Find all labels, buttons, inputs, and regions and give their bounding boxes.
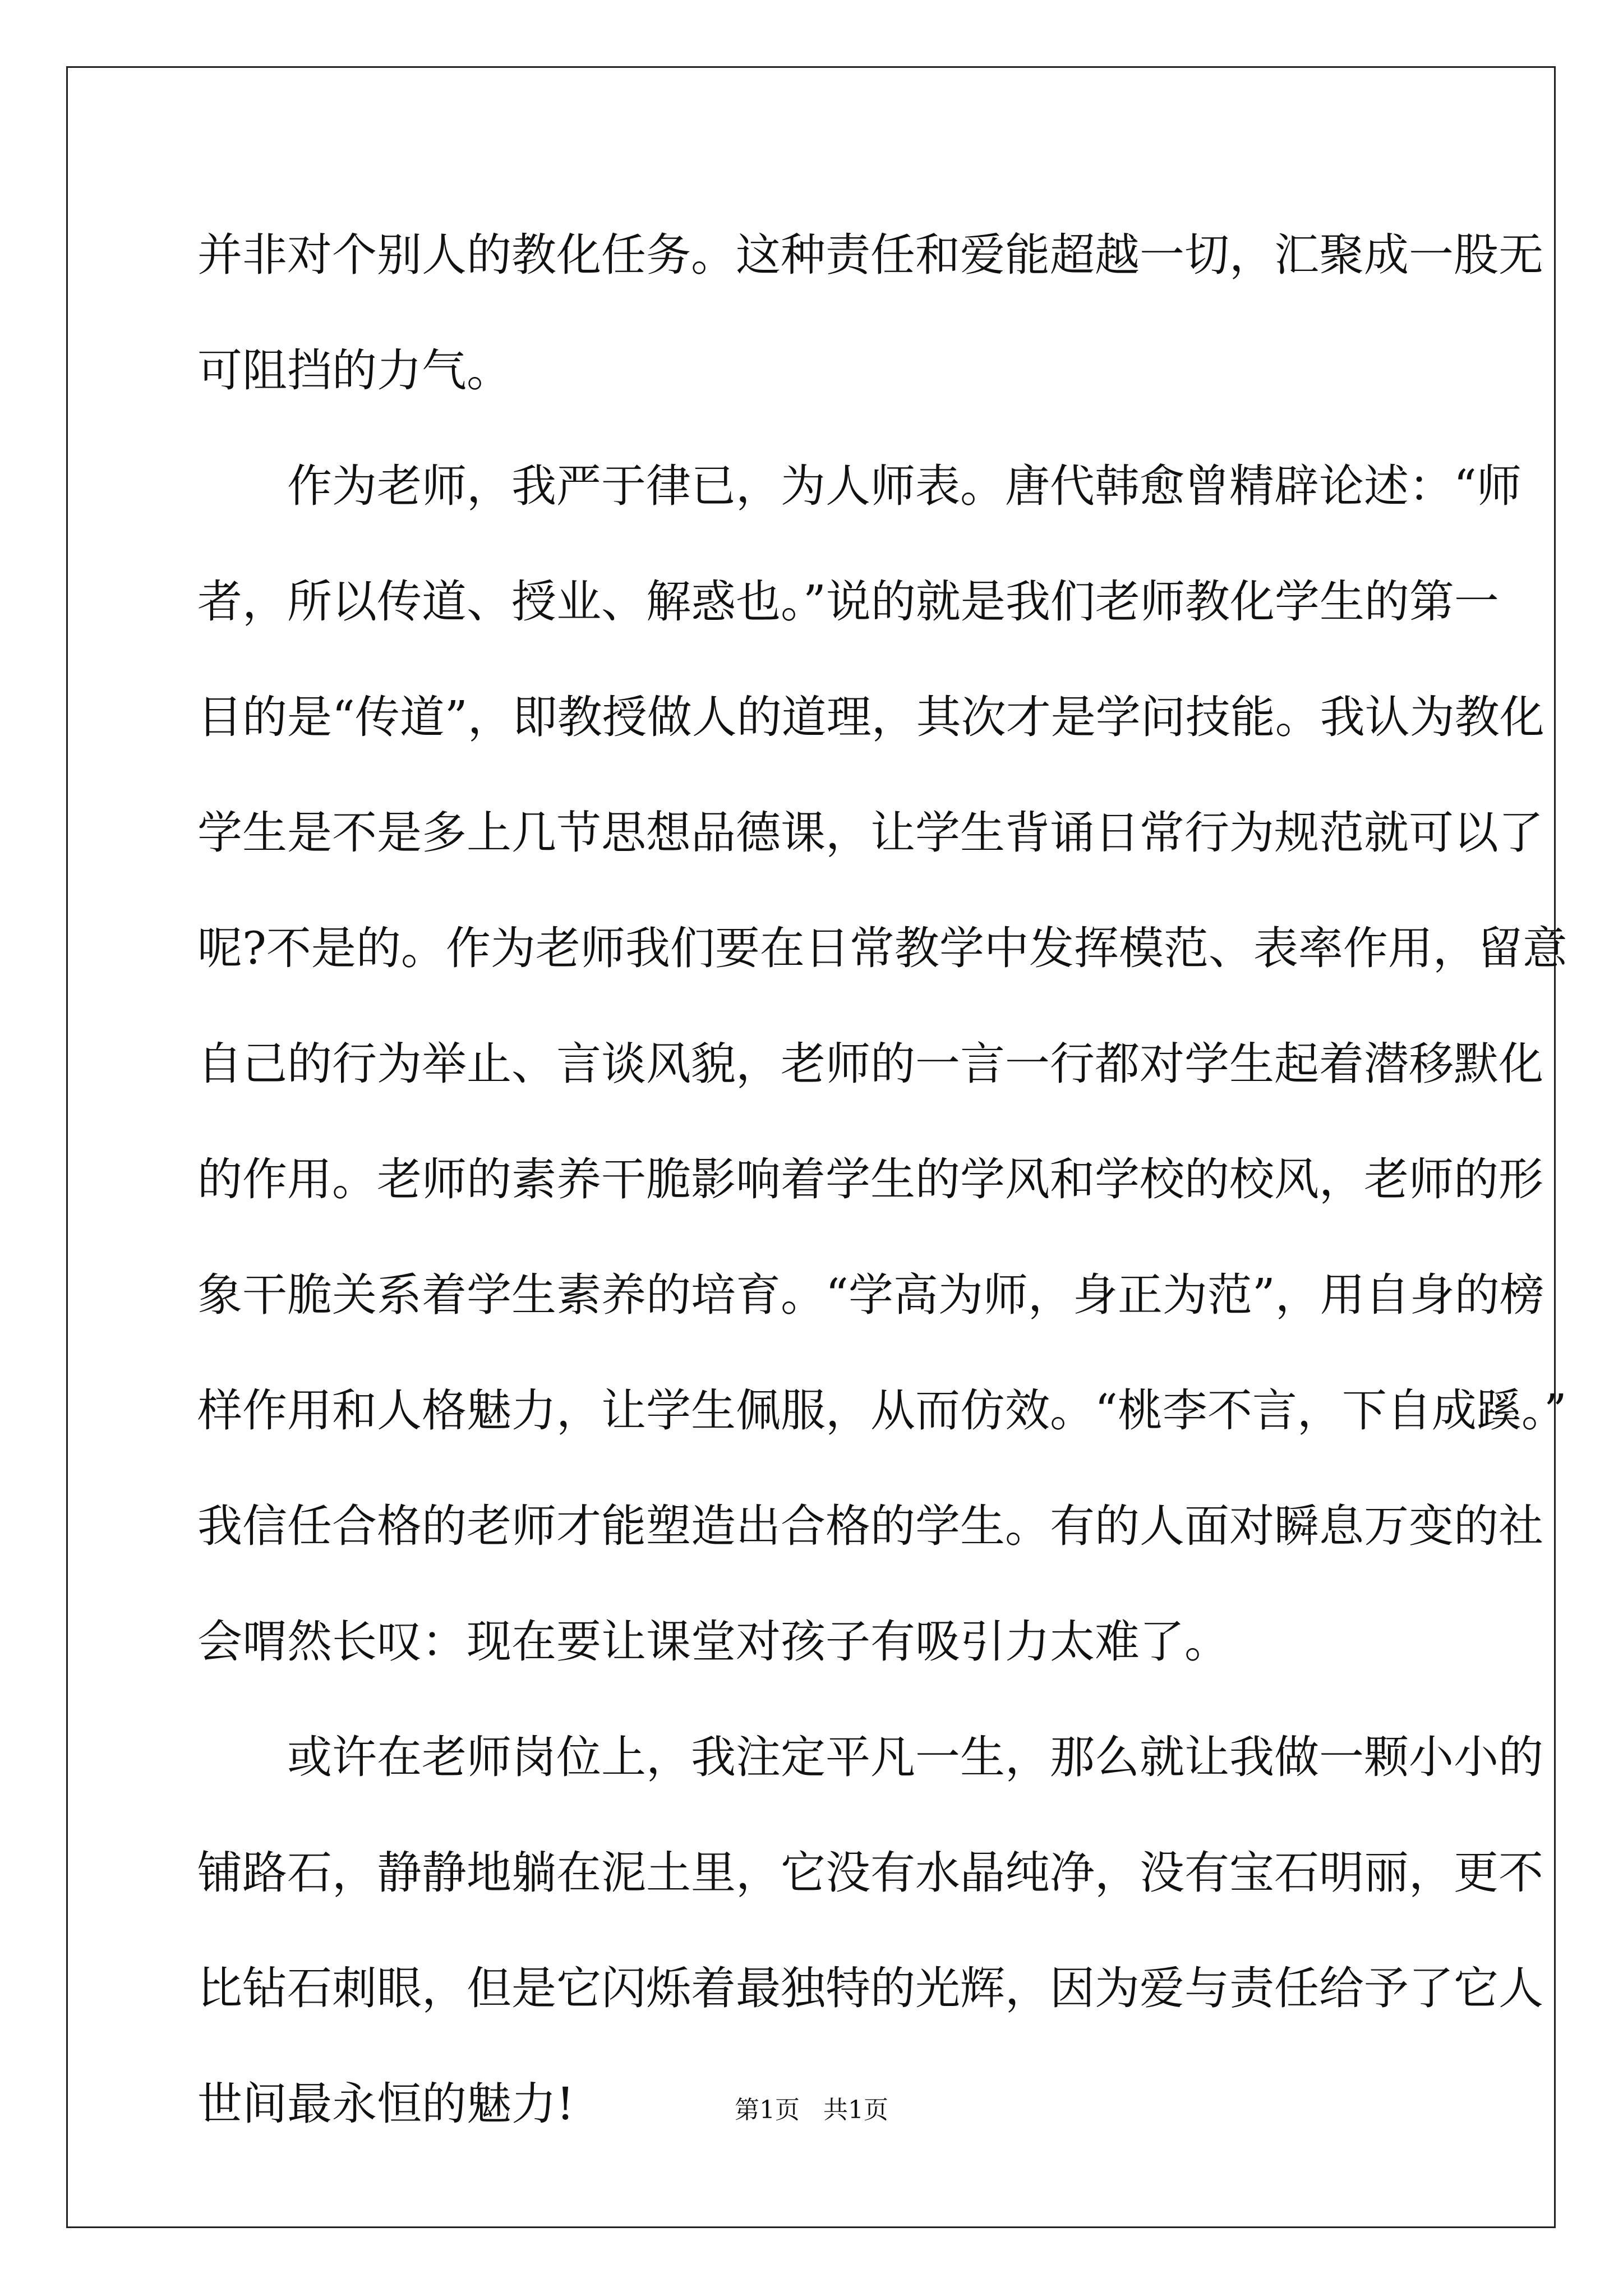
text-line: 目的是“传道”，即教授做人的道理，其次才是学问技能。我认为教化 <box>197 691 1544 743</box>
text-line: 学生是不是多上几节思想品德课，让学生背诵日常行为规范就可以了 <box>197 807 1543 859</box>
text-line: 世间最永恒的魅力! <box>197 2078 575 2130</box>
text-line: 的作用。老师的素养干脆影响着学生的学风和学校的校风，老师的形 <box>197 1153 1543 1205</box>
page-number-footer: 第1页 共1页 <box>735 2096 888 2124</box>
text-line: 样作用和人格魅力，让学生佩服，从而仿效。“桃李不言，下自成蹊。” <box>197 1384 1567 1437</box>
text-line: 作为老师，我严于律已，为人师表。唐代韩愈曾精辟论述：“师 <box>287 460 1521 512</box>
document-body <box>197 213 1567 2178</box>
text-line: 呢?不是的。作为老师我们要在日常教学中发挥模范、表率作用，留意 <box>197 922 1567 974</box>
text-line: 象干脆关系着学生素养的培育。“学高为师，身正为范”，用自身的榜 <box>197 1269 1544 1321</box>
text-line: 比钻石刺眼，但是它闪烁着最独特的光辉，因为爱与责任给予了它人 <box>197 1962 1543 2014</box>
text-line: 者，所以传道、授业、解惑也。”说的就是我们老师教化学生的第一 <box>197 576 1499 628</box>
text-line: 可阻挡的力气。 <box>197 344 511 397</box>
text-line: 并非对个别人的教化任务。这种责任和爱能超越一切，汇聚成一股无 <box>197 229 1543 281</box>
text-line: 我信任合格的老师才能塑造出合格的学生。有的人面对瞬息万变的社 <box>197 1500 1543 1552</box>
text-line: 自己的行为举止、言谈风貌，老师的一言一行都对学生起着潜移默化 <box>197 1038 1543 1090</box>
text-line: 或许在老师岗位上，我注定平凡一生，那么就让我做一颗小小的 <box>287 1731 1543 1783</box>
text-line: 会喟然长叹：现在要让课堂对孩子有吸引力太难了。 <box>197 1616 1229 1668</box>
text-line: 铺路石，静静地躺在泥土里，它没有水晶纯净，没有宝石明丽，更不 <box>197 1847 1543 1899</box>
